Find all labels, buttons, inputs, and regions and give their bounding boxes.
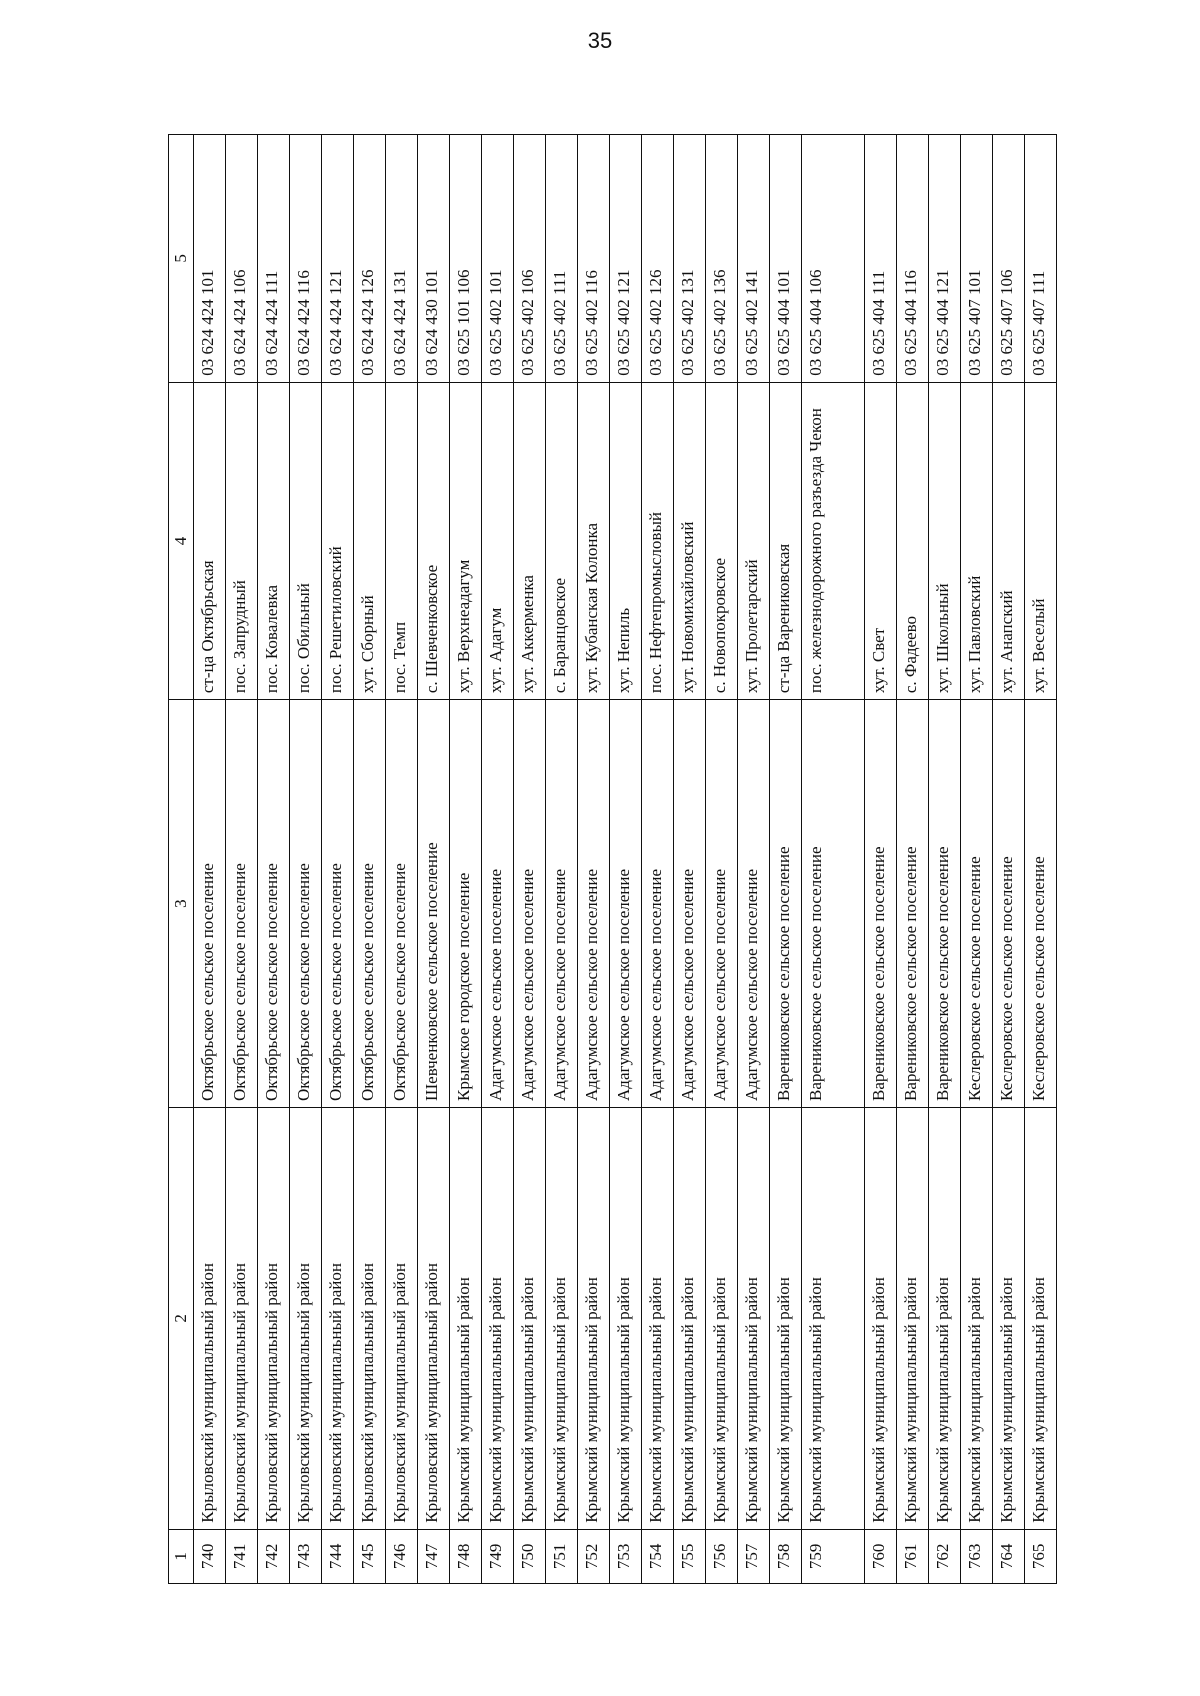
table-row [226, 135, 258, 1584]
row-number-cell: 761 [897, 1529, 929, 1583]
locality-cell: хут. Новомихайловский [674, 382, 706, 699]
table-row [993, 135, 1025, 1584]
locality-cell: с. Шевченковское [418, 382, 450, 699]
locality-cell: хут. Верхнеадагум [450, 382, 482, 699]
oktmo-code-cell: 03 625 402 106 [514, 135, 546, 383]
table-row [674, 135, 706, 1584]
table-row [450, 135, 482, 1584]
table-row [514, 135, 546, 1584]
district-cell: Крымский муниципальный район [865, 1107, 897, 1529]
row-number-cell: 746 [386, 1529, 418, 1583]
oktmo-code-cell: 03 625 407 101 [961, 135, 993, 383]
table-header [169, 135, 194, 1584]
district-cell: Крымский муниципальный район [610, 1107, 642, 1529]
settlement-cell: Октябрьское сельское поселение [386, 700, 418, 1108]
district-cell: Крыловский муниципальный район [226, 1107, 258, 1529]
oktmo-code-cell: 03 625 404 111 [865, 135, 897, 383]
oktmo-code-cell: 03 624 424 131 [386, 135, 418, 383]
settlement-cell: Кеслеровское сельское поселение [1025, 700, 1057, 1108]
settlement-cell: Адагумское сельское поселение [642, 700, 674, 1108]
oktmo-code-cell: 03 625 402 121 [610, 135, 642, 383]
table-row [738, 135, 770, 1584]
settlement-cell: Адагумское сельское поселение [482, 700, 514, 1108]
district-cell: Крымский муниципальный район [674, 1107, 706, 1529]
settlement-cell: Адагумское сельское поселение [674, 700, 706, 1108]
oktmo-code-cell: 03 624 424 121 [322, 135, 354, 383]
oktmo-code-cell: 03 625 407 106 [993, 135, 1025, 383]
row-number-cell: 762 [929, 1529, 961, 1583]
table-row [354, 135, 386, 1584]
settlement-cell: Адагумское сельское поселение [706, 700, 738, 1108]
settlement-cell: Октябрьское сельское поселение [194, 700, 226, 1108]
settlement-cell: Варениковское сельское поселение [865, 700, 897, 1108]
locality-cell: пос. Ковалевка [258, 382, 290, 699]
district-cell: Крымский муниципальный район [642, 1107, 674, 1529]
column-header-4: 4 [169, 382, 194, 699]
oktmo-code-cell: 03 625 402 101 [482, 135, 514, 383]
table-row [642, 135, 674, 1584]
oktmo-code-cell: 03 625 402 136 [706, 135, 738, 383]
row-number-cell: 759 [802, 1529, 865, 1583]
locality-cell: пос. железнодорожного разъезда Чекон [802, 382, 865, 699]
settlement-cell: Кеслеровское сельское поселение [961, 700, 993, 1108]
oktmo-code-cell: 03 625 402 141 [738, 135, 770, 383]
settlement-cell: Шевченковское сельское поселение [418, 700, 450, 1108]
row-number-cell: 742 [258, 1529, 290, 1583]
settlement-cell: Варениковское сельское поселение [802, 700, 865, 1108]
table-row [418, 135, 450, 1584]
settlement-cell: Октябрьское сельское поселение [258, 700, 290, 1108]
table-row [322, 135, 354, 1584]
district-cell: Крымский муниципальный район [897, 1107, 929, 1529]
table-row [961, 135, 993, 1584]
oktmo-code-cell: 03 625 404 101 [770, 135, 802, 383]
row-number-cell: 741 [226, 1529, 258, 1583]
oktmo-code-cell: 03 625 402 116 [578, 135, 610, 383]
row-number-cell: 750 [514, 1529, 546, 1583]
oktmo-code-cell: 03 624 424 111 [258, 135, 290, 383]
district-cell: Крымский муниципальный район [546, 1107, 578, 1529]
locality-cell: с. Фадеево [897, 382, 929, 699]
table-body [194, 135, 1057, 1584]
row-number-cell: 745 [354, 1529, 386, 1583]
district-cell: Крыловский муниципальный район [322, 1107, 354, 1529]
rotated-table-container [168, 134, 1173, 1584]
settlement-cell: Октябрьское сельское поселение [322, 700, 354, 1108]
district-cell: Крымский муниципальный район [706, 1107, 738, 1529]
row-number-cell: 749 [482, 1529, 514, 1583]
locality-cell: хут. Непиль [610, 382, 642, 699]
oktmo-code-cell: 03 624 424 101 [194, 135, 226, 383]
table-row [610, 135, 642, 1584]
column-header-3: 3 [169, 700, 194, 1108]
row-number-cell: 765 [1025, 1529, 1057, 1583]
settlement-cell: Адагумское сельское поселение [546, 700, 578, 1108]
table-row [706, 135, 738, 1584]
row-number-cell: 760 [865, 1529, 897, 1583]
row-number-cell: 744 [322, 1529, 354, 1583]
row-number-cell: 747 [418, 1529, 450, 1583]
table-row [770, 135, 802, 1584]
district-cell: Крыловский муниципальный район [354, 1107, 386, 1529]
table-row [802, 135, 865, 1584]
locality-cell: пос. Темп [386, 382, 418, 699]
locality-cell: пос. Нефтепромысловый [642, 382, 674, 699]
row-number-cell: 740 [194, 1529, 226, 1583]
district-cell: Крыловский муниципальный район [194, 1107, 226, 1529]
table-row [258, 135, 290, 1584]
settlement-cell: Октябрьское сельское поселение [290, 700, 322, 1108]
settlement-cell: Адагумское сельское поселение [514, 700, 546, 1108]
page-number: 35 [587, 28, 613, 53]
oktmo-code-cell: 03 624 430 101 [418, 135, 450, 383]
row-number-cell: 743 [290, 1529, 322, 1583]
district-cell: Крымский муниципальный район [802, 1107, 865, 1529]
oktmo-code-cell: 03 625 402 126 [642, 135, 674, 383]
district-cell: Крымский муниципальный район [961, 1107, 993, 1529]
locality-cell: хут. Веселый [1025, 382, 1057, 699]
row-number-cell: 758 [770, 1529, 802, 1583]
settlement-cell: Кеслеровское сельское поселение [993, 700, 1025, 1108]
table-row [290, 135, 322, 1584]
table-row [482, 135, 514, 1584]
district-cell: Крымский муниципальный район [450, 1107, 482, 1529]
locality-cell: хут. Пролетарский [738, 382, 770, 699]
district-cell: Крыловский муниципальный район [418, 1107, 450, 1529]
settlement-cell: Адагумское сельское поселение [738, 700, 770, 1108]
table-row [546, 135, 578, 1584]
district-cell: Крымский муниципальный район [578, 1107, 610, 1529]
locality-cell: хут. Свет [865, 382, 897, 699]
column-header-2: 2 [169, 1107, 194, 1529]
row-number-cell: 764 [993, 1529, 1025, 1583]
table-row [929, 135, 961, 1584]
district-cell: Крыловский муниципальный район [386, 1107, 418, 1529]
settlement-cell: Варениковское сельское поселение [897, 700, 929, 1108]
oktmo-code-cell: 03 625 407 111 [1025, 135, 1057, 383]
locality-cell: хут. Сборный [354, 382, 386, 699]
row-number-cell: 748 [450, 1529, 482, 1583]
settlement-cell: Варениковское сельское поселение [770, 700, 802, 1108]
table-row [1025, 135, 1057, 1584]
settlement-cell: Адагумское сельское поселение [610, 700, 642, 1108]
locality-cell: хут. Анапский [993, 382, 1025, 699]
district-cell: Крымский муниципальный район [1025, 1107, 1057, 1529]
column-header-5: 5 [169, 135, 194, 383]
row-number-cell: 763 [961, 1529, 993, 1583]
row-number-cell: 755 [674, 1529, 706, 1583]
oktmo-code-cell: 03 625 404 121 [929, 135, 961, 383]
locality-cell: ст-ца Октябрьская [194, 382, 226, 699]
oktmo-code-cell: 03 624 424 126 [354, 135, 386, 383]
locality-cell: с. Новопокровское [706, 382, 738, 699]
row-number-cell: 753 [610, 1529, 642, 1583]
settlement-cell: Крымское городское поселение [450, 700, 482, 1108]
district-cell: Крымский муниципальный район [514, 1107, 546, 1529]
oktmo-code-cell: 03 624 424 116 [290, 135, 322, 383]
locality-cell: ст-ца Варениковская [770, 382, 802, 699]
oktmo-code-cell: 03 625 404 116 [897, 135, 929, 383]
locality-cell: хут. Аккерменка [514, 382, 546, 699]
oktmo-code-cell: 03 624 424 106 [226, 135, 258, 383]
locality-cell: хут. Кубанская Колонка [578, 382, 610, 699]
table-row [578, 135, 610, 1584]
settlement-cell: Адагумское сельское поселение [578, 700, 610, 1108]
locality-cell: хут. Павловский [961, 382, 993, 699]
locality-cell: пос. Обильный [290, 382, 322, 699]
district-cell: Крымский муниципальный район [738, 1107, 770, 1529]
oktmo-code-cell: 03 625 404 106 [802, 135, 865, 383]
table-row [194, 135, 226, 1584]
locality-cell: пос. Запрудный [226, 382, 258, 699]
district-cell: Крыловский муниципальный район [258, 1107, 290, 1529]
locality-cell: пос. Решетиловский [322, 382, 354, 699]
locality-cell: с. Баранцовское [546, 382, 578, 699]
row-number-cell: 752 [578, 1529, 610, 1583]
district-cell: Крымский муниципальный район [993, 1107, 1025, 1529]
district-cell: Крыловский муниципальный район [290, 1107, 322, 1529]
district-cell: Крымский муниципальный район [929, 1107, 961, 1529]
table-row [865, 135, 897, 1584]
settlement-cell: Октябрьское сельское поселение [226, 700, 258, 1108]
row-number-cell: 751 [546, 1529, 578, 1583]
column-header-1: 1 [169, 1529, 194, 1583]
row-number-cell: 756 [706, 1529, 738, 1583]
district-cell: Крымский муниципальный район [770, 1107, 802, 1529]
table-row [386, 135, 418, 1584]
locality-cell: хут. Школьный [929, 382, 961, 699]
table-row [897, 135, 929, 1584]
row-number-cell: 754 [642, 1529, 674, 1583]
settlement-cell: Варениковское сельское поселение [929, 700, 961, 1108]
settlements-table [168, 134, 1057, 1584]
locality-cell: хут. Адагум [482, 382, 514, 699]
settlement-cell: Октябрьское сельское поселение [354, 700, 386, 1108]
row-number-cell: 757 [738, 1529, 770, 1583]
oktmo-code-cell: 03 625 402 111 [546, 135, 578, 383]
oktmo-code-cell: 03 625 101 106 [450, 135, 482, 383]
header-row [169, 135, 194, 1584]
district-cell: Крымский муниципальный район [482, 1107, 514, 1529]
oktmo-code-cell: 03 625 402 131 [674, 135, 706, 383]
